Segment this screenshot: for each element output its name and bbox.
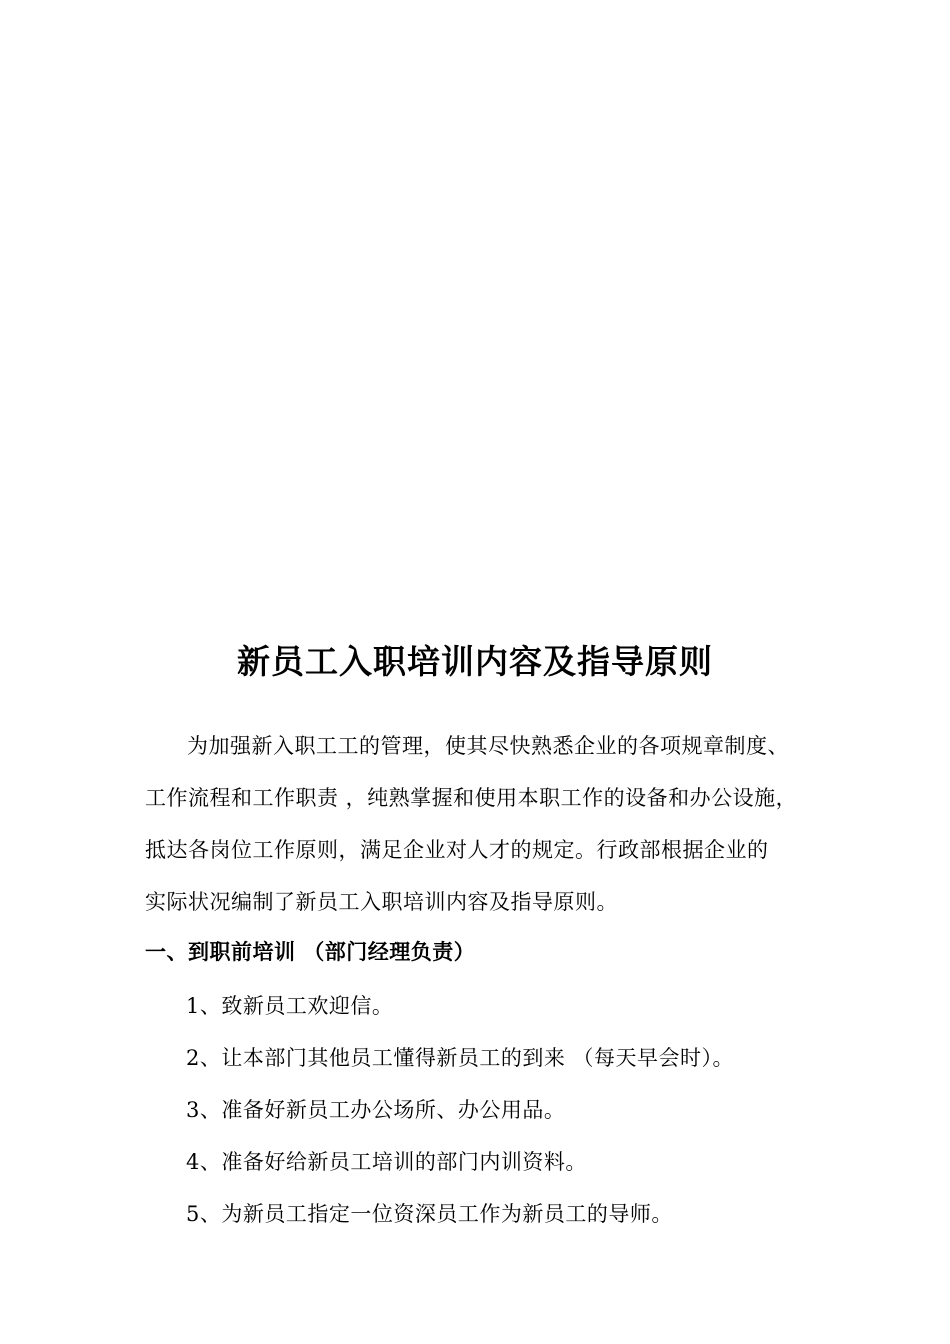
training-item-list xyxy=(186,980,734,1240)
list-item: 2、让本部门其他员工懂得新员工的到来 （每天早会时）。 xyxy=(186,1046,735,1070)
document-title: 新员工入职培训内容及指导原则 xyxy=(237,642,713,681)
intro-paragraph xyxy=(145,720,835,928)
intro-line: 工作流程和工作职责 ，纯熟掌握和使用本职工作的设备和办公设施， xyxy=(145,786,798,810)
section-heading: 一、到职前培训 （部门经理负责） xyxy=(145,939,476,964)
list-item: 1、致新员工欢迎信。 xyxy=(186,994,394,1018)
intro-line: 为加强新入职工工的管理，使其尽快熟悉企业的各项规章制度、 xyxy=(187,734,789,758)
intro-line: 抵达各岗位工作原则，满足企业对人才的规定。行政部根据企业的 xyxy=(145,838,769,862)
intro-line: 实际状况编制了新员工入职培训内容及指导原则。 xyxy=(145,890,618,914)
list-item: 5、为新员工指定一位资深员工作为新员工的导师。 xyxy=(186,1202,673,1226)
list-item: 4、准备好给新员工培训的部门内训资料。 xyxy=(186,1150,587,1174)
list-item: 3、准备好新员工办公场所、办公用品。 xyxy=(186,1098,566,1122)
